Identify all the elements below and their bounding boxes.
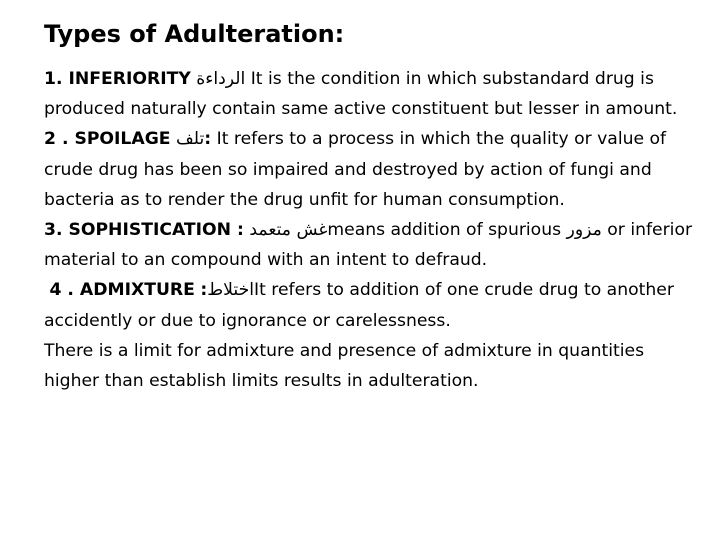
closing-paragraph: There is a limit for admixture and presence of admixture in quantities higher than establish limits results in adulteration. (44, 340, 645, 392)
arabic-term: غش متعمد (249, 220, 328, 241)
item-label: 4 . ADMIXTURE (49, 280, 195, 301)
arabic-term: الرداءة (196, 69, 246, 89)
arabic-term: تلف (176, 129, 205, 150)
item-label: 3. SOPHISTICATION : (44, 220, 244, 241)
item-sophistication (44, 215, 694, 275)
item-admixture (44, 275, 694, 335)
item-text: It refers to a process in which the quality or value of crude drug has been so impaired and destroyed by action of fungi and bacteria as to render the drug unfit for human consumption. (44, 129, 667, 210)
item-text: It is the condition in which substandard drug is produced naturally contain same active constituent but lesser in amount. (44, 69, 678, 120)
item-spoilage (44, 124, 694, 215)
item-text-2: or inferior material to an compound with an intent to defraud. (44, 220, 693, 271)
slide-title: Types of Adulteration: (44, 20, 345, 48)
item-label: 2 . SPOILAGE (44, 129, 171, 150)
slide-body (44, 64, 694, 396)
item-separator: : (200, 280, 208, 301)
arabic-term: اختلاط (207, 280, 254, 301)
item-text: It refers to addition of one crude drug to another accidently or due to ignorance or carelessness. (44, 280, 674, 331)
item-label: 1. INFERIORITY (44, 69, 191, 89)
item-text: means addition of spurious (327, 220, 562, 241)
item-separator: : (204, 129, 212, 150)
arabic-term-2: مزور (566, 220, 602, 241)
item-inferiority (44, 64, 694, 124)
